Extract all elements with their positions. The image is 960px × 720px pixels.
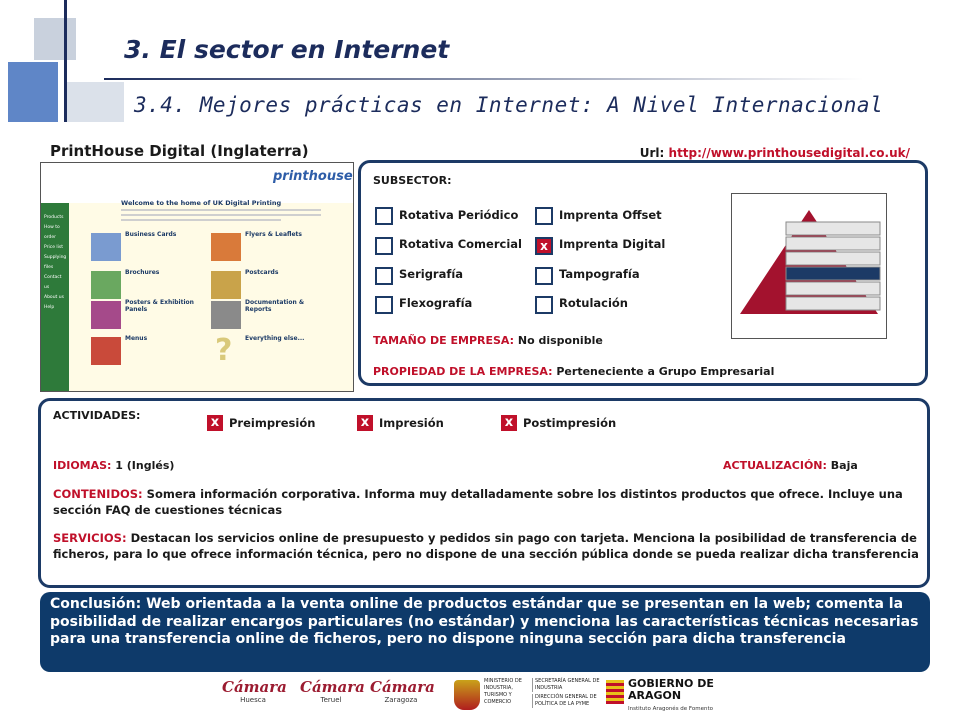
contents-description <box>53 486 915 518</box>
website-nav-item[interactable]: Contact us <box>44 275 62 290</box>
option-label: Rotativa Periódico <box>399 208 519 222</box>
camara-zaragoza-logo: Cámara Zaragoza <box>370 678 435 704</box>
checkbox-imprenta-offset[interactable] <box>535 207 553 225</box>
coat-of-arms-icon <box>454 680 480 710</box>
camara-huesca-logo: Cámara Huesca <box>222 678 287 704</box>
checkbox-rotativa-periodico[interactable] <box>375 207 393 225</box>
option-label: Tampografía <box>559 267 640 281</box>
company-size <box>373 334 603 347</box>
checkbox-rotulacion[interactable] <box>535 296 553 314</box>
company-name: PrintHouse Digital (Inglaterra) <box>50 142 309 160</box>
checkbox-preimpresion[interactable]: x <box>207 415 223 431</box>
languages-label: IDIOMAS: <box>53 459 112 472</box>
decorative-line <box>64 0 67 122</box>
website-tile[interactable]: Documentation & Reports <box>211 297 321 333</box>
camara-teruel-logo: Cámara Teruel <box>300 678 365 704</box>
slide-subtitle: 3.4. Mejores prácticas en Internet: A Nivel Internacional <box>134 93 884 117</box>
activity-label: Preimpresión <box>229 416 316 430</box>
subsector-label: SUBSECTOR: <box>373 174 452 187</box>
languages-value: 1 (Inglés) <box>115 459 175 472</box>
company-ownership-value: Perteneciente a Grupo Empresarial <box>556 365 775 378</box>
decorative-square <box>34 18 76 60</box>
services-value: Destacan los servicios online de presupuesto y pedidos sin pago con tarjeta. Menciona la posibilidad de transferencia de ficheros, para lo que ofrece información técnica, pero no dispone de una sección pública donde se pueda realizar dicha transferencia <box>53 531 919 561</box>
website-nav-item[interactable]: Products <box>44 215 64 220</box>
website-tile[interactable]: Brochures <box>91 267 201 303</box>
website-nav-item[interactable]: Supplying files <box>44 255 67 270</box>
languages <box>53 459 174 472</box>
option-label: Flexografía <box>399 296 473 310</box>
services-label: SERVICIOS: <box>53 531 127 545</box>
website-tile[interactable]: Business Cards <box>91 229 201 265</box>
checkbox-rotativa-comercial[interactable] <box>375 237 393 255</box>
option-label: Imprenta Digital <box>559 237 666 251</box>
website-screenshot <box>40 162 354 392</box>
decorative-square <box>64 82 124 122</box>
website-nav-item[interactable]: Help <box>44 305 55 310</box>
company-ownership-label: PROPIEDAD DE LA EMPRESA: <box>373 365 553 378</box>
update-frequency <box>723 459 858 472</box>
decorative-square <box>8 62 58 122</box>
website-nav <box>44 213 68 313</box>
contents-value: Somera información corporativa. Informa muy detalladamente sobre los distintos productos que ofrece. Incluye una sección FAQ de cuestiones técnicas <box>53 487 903 517</box>
activities-panel <box>38 398 930 588</box>
activities-label: ACTIVIDADES: <box>53 409 141 422</box>
website-nav-item[interactable]: How to order <box>44 225 60 240</box>
website-tile[interactable]: ? Everything else... <box>215 333 305 368</box>
option-label: Rotulación <box>559 296 628 310</box>
checkbox-serigrafia[interactable] <box>375 267 393 285</box>
header-divider <box>104 78 864 80</box>
option-label: Rotativa Comercial <box>399 237 522 251</box>
company-size-label: TAMAÑO DE EMPRESA: <box>373 334 515 347</box>
aragon-flag-icon <box>606 680 624 704</box>
update-label: ACTUALIZACIÓN: <box>723 459 827 472</box>
services-description <box>53 530 919 562</box>
website-nav-item[interactable]: Price list <box>44 245 64 250</box>
footer-logos <box>210 676 930 720</box>
company-url-link[interactable]: http://www.printhousedigital.co.uk/ <box>668 146 910 160</box>
activity-label: Postimpresión <box>523 416 617 430</box>
company-size-value: No disponible <box>517 334 603 347</box>
activity-label: Impresión <box>379 416 444 430</box>
checkbox-postimpresion[interactable]: x <box>501 415 517 431</box>
checkbox-impresion[interactable]: x <box>357 415 373 431</box>
checkbox-flexografia[interactable] <box>375 296 393 314</box>
checkbox-tampografia[interactable] <box>535 267 553 285</box>
contents-label: CONTENIDOS: <box>53 487 143 501</box>
pyramid-icon <box>732 194 886 338</box>
url-label: Url: <box>639 146 665 160</box>
value-chain-pyramid-graphic <box>731 193 887 339</box>
conclusion-box: Conclusión: Web orientada a la venta online de productos estándar que se presentan en la web; comenta la posibilidad de realizar encargos particulares (no estándar) y menciona las características técnicas necesarias para una transferencia online de ficheros, pero no dispone ninguna sección para dicha transferencia <box>40 592 930 672</box>
slide-title: 3. El sector en Internet <box>124 35 450 64</box>
company-ownership <box>373 365 774 378</box>
update-value: Baja <box>830 459 858 472</box>
website-logo: printhouse <box>273 169 353 184</box>
website-tile[interactable]: Menus <box>91 333 201 369</box>
company-url-line <box>640 146 910 160</box>
website-tile[interactable]: Posters & Exhibition Panels <box>91 297 201 333</box>
checkbox-imprenta-digital[interactable]: x <box>535 237 553 255</box>
website-nav-item[interactable]: About us <box>44 295 64 300</box>
subsector-panel <box>358 160 928 386</box>
website-tile[interactable]: Postcards <box>211 267 321 303</box>
option-label: Imprenta Offset <box>559 208 662 222</box>
gobierno-aragon-logo: GOBIERNO DE ARAGON Instituto Aragonés de Fomento <box>606 676 726 716</box>
website-heading: Welcome to the home of UK Digital Printing <box>121 199 282 207</box>
website-tile[interactable]: Flyers & Leaflets <box>211 229 321 265</box>
option-label: Serigrafía <box>399 267 464 281</box>
ministerio-logo: MINISTERIO DE INDUSTRIA, TURISMO Y COMERCIO SECRETARÍA GENERAL DE INDUSTRIA DIRECCIÓN GENERAL DE POLÍTICA DE LA PYME <box>454 678 604 714</box>
